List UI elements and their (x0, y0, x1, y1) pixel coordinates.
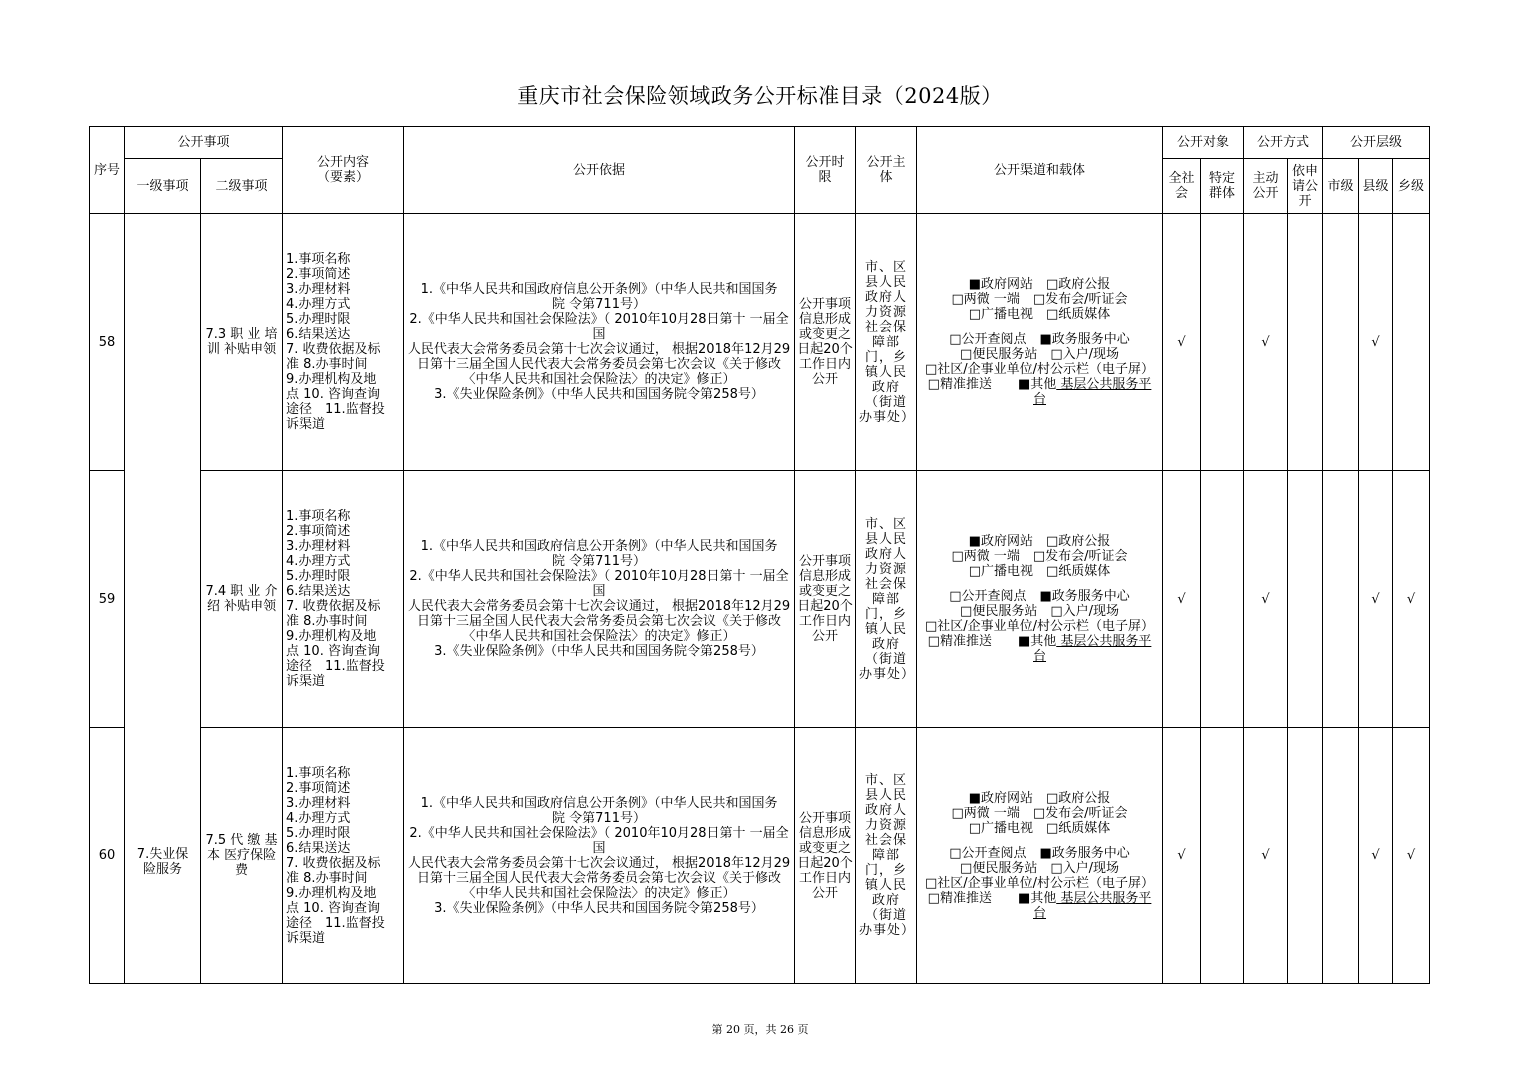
publisher: 市、区县人民政府人力资源社会保障部门，乡镇人民政府（街道办事处） (856, 728, 917, 984)
header-level1: 一级事项 (125, 159, 201, 214)
table-row (90, 471, 1430, 728)
level-town-mark: √ (1393, 728, 1430, 984)
target-all-mark: √ (1163, 214, 1201, 471)
time-limit: 公开事项信息形成或变更之日起20个工作日内公开 (795, 728, 856, 984)
target-specific-mark (1201, 728, 1244, 984)
content-list: 1.事项名称 2.事项简述 3.办理材料 4.办理方式 5.办理时限 6.结果送达 7. 收费依据及标 准 8.办事时间 9.办理机构及地 点 10. 咨询查询 途径 11.监督投 诉渠道 (283, 728, 404, 984)
target-all-mark: √ (1163, 471, 1201, 728)
header-level-city: 市级 (1323, 159, 1359, 214)
header-seq: 序号 (90, 127, 125, 214)
time-limit: 公开事项信息形成或变更之日起20个工作日内公开 (795, 214, 856, 471)
basis-text: 1.《中华人民共和国政府信息公开条例》（中华人民共和国国务 院 令第711号） 2.《中华人民共和国社会保险法》（ 2010年10月28日第十 一届全国 人民代表大会常务委员会第十七次会议通过， 根据2018年12月29 日第十三届全国人民代表大会常务委员会第七次会议《关于修改 〈中华人民共和国社会保险法〉的决定》修正） 3.《失业保险条例》（中华人民共和国国务院令第258号） (404, 728, 795, 984)
level-city-mark (1323, 471, 1359, 728)
row-seq: 60 (90, 728, 125, 984)
page-footer: 第 20 页，共 26 页 (711, 1023, 809, 1036)
channel-list: ■政府网站 □政府公报 □两微 一端 □发布会/听证会 □广播电视 □纸质媒体 □公开查阅点 ■政务服务中心 □便民服务站 □入户/现场 □社区/企事业单位/村公示栏（电子屏） □精准推送 ■其他 基层公共服务平 台 (917, 471, 1163, 728)
header-target-specific: 特定群体 (1201, 159, 1244, 214)
level2-item: 7.4 职 业 介 绍 补贴申领 (201, 471, 283, 728)
header-method-apply: 依申请公开 (1288, 159, 1323, 214)
header-channel: 公开渠道和载体 (917, 127, 1163, 214)
channel-list: ■政府网站 □政府公报 □两微 一端 □发布会/听证会 □广播电视 □纸质媒体 □公开查阅点 ■政务服务中心 □便民服务站 □入户/现场 □社区/企事业单位/村公示栏（电子屏） □精准推送 ■其他 基层公共服务平 台 (917, 214, 1163, 471)
header-item-group: 公开事项 (125, 127, 283, 159)
catalog-table (89, 126, 1430, 984)
level-town-mark (1393, 214, 1430, 471)
level-city-mark (1323, 214, 1359, 471)
row-seq: 59 (90, 471, 125, 728)
page-title: 重庆市社会保险领域政务公开标准目录（2024版） (517, 84, 1003, 108)
table-row (90, 214, 1430, 471)
method-active-mark: √ (1244, 471, 1288, 728)
header-time-limit: 公开时限 (795, 127, 856, 214)
header-level-county: 县级 (1359, 159, 1393, 214)
header-target-all: 全社会 (1163, 159, 1201, 214)
content-list: 1.事项名称 2.事项简述 3.办理材料 4.办理方式 5.办理时限 6.结果送达 7. 收费依据及标 准 8.办事时间 9.办理机构及地 点 10. 咨询查询 途径 11.监督投 诉渠道 (283, 471, 404, 728)
header-level2: 二级事项 (201, 159, 283, 214)
basis-text: 1.《中华人民共和国政府信息公开条例》（中华人民共和国国务 院 令第711号） 2.《中华人民共和国社会保险法》（ 2010年10月28日第十 一届全国 人民代表大会常务委员会第十七次会议通过， 根据2018年12月29 日第十三届全国人民代表大会常务委员会第七次会议《关于修改 〈中华人民共和国社会保险法〉的决定》修正） 3.《失业保险条例》（中华人民共和国国务院令第258号） (404, 471, 795, 728)
level2-item: 7.5 代 缴 基 本 医疗保险费 (201, 728, 283, 984)
method-apply-mark (1288, 214, 1323, 471)
target-specific-mark (1201, 471, 1244, 728)
header-target-group: 公开对象 (1163, 127, 1244, 159)
header-basis: 公开依据 (404, 127, 795, 214)
method-apply-mark (1288, 728, 1323, 984)
channel-list: ■政府网站 □政府公报 □两微 一端 □发布会/听证会 □广播电视 □纸质媒体 □公开查阅点 ■政务服务中心 □便民服务站 □入户/现场 □社区/企事业单位/村公示栏（电子屏） □精准推送 ■其他 基层公共服务平 台 (917, 728, 1163, 984)
level1-item: 7.失业保险服务 (125, 214, 201, 984)
content-list: 1.事项名称 2.事项简述 3.办理材料 4.办理方式 5.办理时限 6.结果送达 7. 收费依据及标 准 8.办事时间 9.办理机构及地 点 10. 咨询查询 途径 11.监督投 诉渠道 (283, 214, 404, 471)
target-all-mark: √ (1163, 728, 1201, 984)
publisher: 市、区县人民政府人力资源社会保障部门，乡镇人民政府（街道办事处） (856, 471, 917, 728)
level2-item: 7.3 职 业 培 训 补贴申领 (201, 214, 283, 471)
target-specific-mark (1201, 214, 1244, 471)
header-level-group: 公开层级 (1323, 127, 1430, 159)
header-content: 公开内容（要素） (283, 127, 404, 214)
level-county-mark: √ (1359, 728, 1393, 984)
level-county-mark: √ (1359, 214, 1393, 471)
level-city-mark (1323, 728, 1359, 984)
time-limit: 公开事项信息形成或变更之日起20个工作日内公开 (795, 471, 856, 728)
publisher: 市、区县人民政府人力资源社会保障部门，乡镇人民政府（街道办事处） (856, 214, 917, 471)
header-method-active: 主动公开 (1244, 159, 1288, 214)
header-method-group: 公开方式 (1244, 127, 1323, 159)
header-subject: 公开主体 (856, 127, 917, 214)
row-seq: 58 (90, 214, 125, 471)
header-level-town: 乡级 (1393, 159, 1430, 214)
method-apply-mark (1288, 471, 1323, 728)
method-active-mark: √ (1244, 728, 1288, 984)
level-county-mark: √ (1359, 471, 1393, 728)
table-row (90, 728, 1430, 984)
method-active-mark: √ (1244, 214, 1288, 471)
level-town-mark: √ (1393, 471, 1430, 728)
basis-text: 1.《中华人民共和国政府信息公开条例》（中华人民共和国国务 院 令第711号） 2.《中华人民共和国社会保险法》（ 2010年10月28日第十 一届全国 人民代表大会常务委员会第十七次会议通过， 根据2018年12月29 日第十三届全国人民代表大会常务委员会第七次会议《关于修改 〈中华人民共和国社会保险法〉的决定》修正） 3.《失业保险条例》（中华人民共和国国务院令第258号） (404, 214, 795, 471)
